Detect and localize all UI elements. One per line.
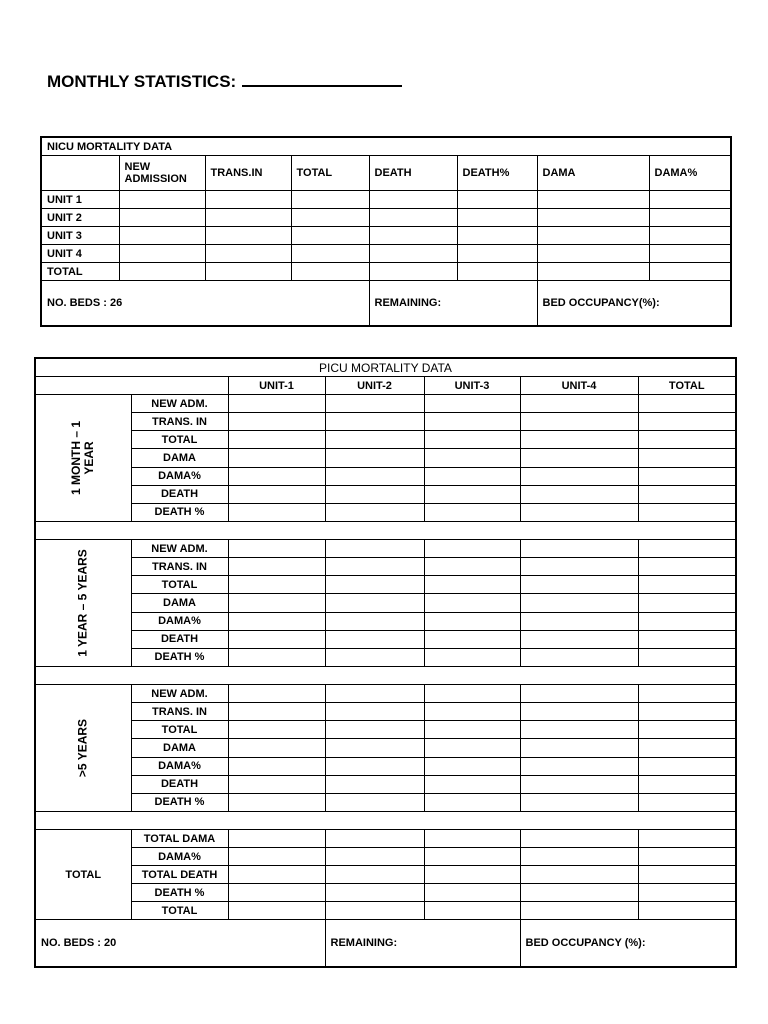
picu-data-cell[interactable] bbox=[424, 757, 520, 775]
picu-data-cell[interactable] bbox=[638, 648, 736, 666]
nicu-row bbox=[41, 227, 731, 245]
nicu-row bbox=[41, 245, 731, 263]
nicu-data-cell[interactable] bbox=[537, 263, 649, 281]
picu-row-label: TOTAL bbox=[131, 431, 228, 449]
nicu-data-cell[interactable] bbox=[205, 263, 291, 281]
picu-data-cell[interactable] bbox=[520, 395, 638, 413]
picu-data-cell[interactable] bbox=[638, 884, 736, 902]
picu-data-cell[interactable] bbox=[638, 703, 736, 721]
picu-data-cell[interactable] bbox=[520, 757, 638, 775]
picu-row-label: DEATH % bbox=[131, 793, 228, 811]
nicu-data-cell[interactable] bbox=[205, 245, 291, 263]
picu-heading: PICU MORTALITY DATA bbox=[35, 358, 736, 377]
picu-data-cell[interactable] bbox=[520, 848, 638, 866]
picu-data-cell[interactable] bbox=[638, 830, 736, 848]
nicu-data-cell[interactable] bbox=[119, 191, 205, 209]
picu-data-cell[interactable] bbox=[424, 793, 520, 811]
picu-row bbox=[35, 449, 736, 467]
picu-data-cell[interactable] bbox=[520, 485, 638, 503]
nicu-data-cell[interactable] bbox=[649, 245, 731, 263]
picu-row-label: DAMA bbox=[131, 449, 228, 467]
picu-total-row bbox=[35, 848, 736, 866]
nicu-row-label: TOTAL bbox=[41, 263, 119, 281]
picu-data-cell[interactable] bbox=[228, 558, 325, 576]
picu-data-cell[interactable] bbox=[638, 449, 736, 467]
picu-age-group-label bbox=[35, 540, 131, 667]
picu-total-row bbox=[35, 884, 736, 902]
picu-data-cell[interactable] bbox=[228, 866, 325, 884]
picu-data-cell[interactable] bbox=[325, 594, 424, 612]
nicu-data-cell[interactable] bbox=[205, 191, 291, 209]
nicu-data-cell[interactable] bbox=[649, 191, 731, 209]
nicu-data-cell[interactable] bbox=[369, 227, 457, 245]
picu-mortality-table bbox=[34, 357, 737, 968]
picu-beds: NO. BEDS : 20 bbox=[35, 920, 325, 968]
picu-data-cell[interactable] bbox=[228, 775, 325, 793]
picu-data-cell[interactable] bbox=[424, 485, 520, 503]
nicu-corner-cell bbox=[41, 156, 119, 191]
nicu-col-header: DAMA bbox=[537, 156, 649, 191]
picu-data-cell[interactable] bbox=[228, 449, 325, 467]
picu-data-cell[interactable] bbox=[228, 503, 325, 521]
picu-row-label: TOTAL DEATH bbox=[131, 866, 228, 884]
picu-data-cell[interactable] bbox=[424, 540, 520, 558]
picu-row-label: NEW ADM. bbox=[131, 685, 228, 703]
picu-row bbox=[35, 594, 736, 612]
picu-row-label: DEATH % bbox=[131, 884, 228, 902]
picu-row-label: NEW ADM. bbox=[131, 395, 228, 413]
picu-data-cell[interactable] bbox=[520, 594, 638, 612]
picu-data-cell[interactable] bbox=[424, 739, 520, 757]
nicu-data-cell[interactable] bbox=[291, 245, 369, 263]
picu-row-label: DAMA bbox=[131, 739, 228, 757]
picu-data-cell[interactable] bbox=[228, 576, 325, 594]
picu-data-cell[interactable] bbox=[228, 721, 325, 739]
picu-data-cell[interactable] bbox=[638, 630, 736, 648]
picu-data-cell[interactable] bbox=[520, 866, 638, 884]
picu-data-cell[interactable] bbox=[325, 721, 424, 739]
nicu-data-cell[interactable] bbox=[205, 209, 291, 227]
nicu-data-cell[interactable] bbox=[537, 227, 649, 245]
picu-data-cell[interactable] bbox=[424, 431, 520, 449]
picu-row bbox=[35, 703, 736, 721]
nicu-data-cell[interactable] bbox=[537, 245, 649, 263]
picu-data-cell[interactable] bbox=[638, 431, 736, 449]
nicu-col-header: TRANS.IN bbox=[205, 156, 291, 191]
picu-data-cell[interactable] bbox=[325, 612, 424, 630]
nicu-data-cell[interactable] bbox=[291, 209, 369, 227]
picu-data-cell[interactable] bbox=[228, 830, 325, 848]
nicu-col-header: DEATH bbox=[369, 156, 457, 191]
picu-data-cell[interactable] bbox=[520, 685, 638, 703]
picu-data-cell[interactable] bbox=[638, 612, 736, 630]
picu-row bbox=[35, 395, 736, 413]
nicu-heading: NICU MORTALITY DATA bbox=[41, 137, 731, 156]
picu-data-cell[interactable] bbox=[325, 902, 424, 920]
picu-data-cell[interactable] bbox=[638, 576, 736, 594]
picu-data-cell[interactable] bbox=[325, 449, 424, 467]
picu-row bbox=[35, 413, 736, 431]
picu-data-cell[interactable] bbox=[228, 540, 325, 558]
nicu-data-cell[interactable] bbox=[119, 263, 205, 281]
picu-row bbox=[35, 485, 736, 503]
picu-row-label: DAMA% bbox=[131, 467, 228, 485]
picu-data-cell[interactable] bbox=[325, 467, 424, 485]
picu-data-cell[interactable] bbox=[424, 902, 520, 920]
picu-data-cell[interactable] bbox=[638, 721, 736, 739]
picu-row-label: DEATH bbox=[131, 630, 228, 648]
nicu-data-cell[interactable] bbox=[369, 209, 457, 227]
picu-data-cell[interactable] bbox=[520, 576, 638, 594]
nicu-data-cell[interactable] bbox=[291, 191, 369, 209]
picu-row-label: NEW ADM. bbox=[131, 540, 228, 558]
picu-row-label: TOTAL bbox=[131, 576, 228, 594]
picu-data-cell[interactable] bbox=[638, 395, 736, 413]
picu-data-cell[interactable] bbox=[228, 648, 325, 666]
picu-data-cell[interactable] bbox=[228, 793, 325, 811]
nicu-data-cell[interactable] bbox=[649, 227, 731, 245]
picu-total-group-label: TOTAL bbox=[35, 830, 131, 920]
picu-data-cell[interactable] bbox=[520, 630, 638, 648]
picu-age-group-label bbox=[35, 685, 131, 812]
picu-corner-cell bbox=[35, 377, 228, 395]
picu-row bbox=[35, 612, 736, 630]
picu-data-cell[interactable] bbox=[520, 413, 638, 431]
nicu-remaining[interactable]: REMAINING: bbox=[369, 281, 537, 327]
picu-data-cell[interactable] bbox=[228, 467, 325, 485]
picu-row-label: DEATH % bbox=[131, 503, 228, 521]
picu-data-cell[interactable] bbox=[424, 703, 520, 721]
picu-data-cell[interactable] bbox=[520, 884, 638, 902]
picu-row bbox=[35, 685, 736, 703]
picu-data-cell[interactable] bbox=[424, 630, 520, 648]
nicu-data-cell[interactable] bbox=[457, 191, 537, 209]
picu-data-cell[interactable] bbox=[638, 594, 736, 612]
nicu-data-cell[interactable] bbox=[369, 245, 457, 263]
picu-data-cell[interactable] bbox=[424, 594, 520, 612]
picu-data-cell[interactable] bbox=[520, 648, 638, 666]
picu-data-cell[interactable] bbox=[638, 558, 736, 576]
picu-data-cell[interactable] bbox=[520, 431, 638, 449]
nicu-data-cell[interactable] bbox=[291, 263, 369, 281]
picu-row-label: DAMA bbox=[131, 594, 228, 612]
picu-data-cell[interactable] bbox=[228, 848, 325, 866]
picu-data-cell[interactable] bbox=[325, 576, 424, 594]
picu-age-group-line: YEAR bbox=[82, 441, 97, 475]
nicu-row bbox=[41, 263, 731, 281]
picu-data-cell[interactable] bbox=[638, 739, 736, 757]
picu-row bbox=[35, 467, 736, 485]
picu-data-cell[interactable] bbox=[424, 685, 520, 703]
picu-data-cell[interactable] bbox=[424, 612, 520, 630]
picu-row bbox=[35, 648, 736, 666]
picu-data-cell[interactable] bbox=[424, 558, 520, 576]
picu-row bbox=[35, 558, 736, 576]
picu-data-cell[interactable] bbox=[228, 395, 325, 413]
picu-data-cell[interactable] bbox=[325, 413, 424, 431]
nicu-beds: NO. BEDS : 26 bbox=[41, 281, 369, 327]
picu-row-label: DEATH bbox=[131, 775, 228, 793]
nicu-row bbox=[41, 209, 731, 227]
picu-data-cell[interactable] bbox=[228, 594, 325, 612]
picu-data-cell[interactable] bbox=[638, 902, 736, 920]
picu-data-cell[interactable] bbox=[638, 848, 736, 866]
picu-data-cell[interactable] bbox=[325, 739, 424, 757]
picu-data-cell[interactable] bbox=[520, 830, 638, 848]
picu-row-label: TOTAL DAMA bbox=[131, 830, 228, 848]
nicu-data-cell[interactable] bbox=[119, 245, 205, 263]
nicu-data-cell[interactable] bbox=[369, 263, 457, 281]
picu-data-cell[interactable] bbox=[520, 793, 638, 811]
picu-row-label: TOTAL bbox=[131, 902, 228, 920]
picu-data-cell[interactable] bbox=[325, 830, 424, 848]
picu-data-cell[interactable] bbox=[325, 558, 424, 576]
picu-data-cell[interactable] bbox=[325, 540, 424, 558]
nicu-col-header: NEW ADMISSION bbox=[119, 156, 205, 191]
picu-col-header: UNIT-3 bbox=[424, 377, 520, 395]
nicu-data-cell[interactable] bbox=[119, 209, 205, 227]
month-blank-line[interactable] bbox=[242, 71, 402, 87]
picu-data-cell[interactable] bbox=[325, 884, 424, 902]
picu-data-cell[interactable] bbox=[424, 576, 520, 594]
nicu-row-label: UNIT 2 bbox=[41, 209, 119, 227]
nicu-data-cell[interactable] bbox=[369, 191, 457, 209]
picu-age-group-text bbox=[70, 421, 96, 495]
picu-col-header: UNIT-1 bbox=[228, 377, 325, 395]
picu-data-cell[interactable] bbox=[325, 848, 424, 866]
picu-data-cell[interactable] bbox=[638, 503, 736, 521]
picu-data-cell[interactable] bbox=[228, 884, 325, 902]
picu-data-cell[interactable] bbox=[638, 866, 736, 884]
picu-age-group-line: >5 YEARS bbox=[75, 718, 90, 778]
picu-data-cell[interactable] bbox=[424, 884, 520, 902]
picu-data-cell[interactable] bbox=[228, 431, 325, 449]
picu-age-group-label bbox=[35, 395, 131, 522]
picu-data-cell[interactable] bbox=[424, 413, 520, 431]
picu-data-cell[interactable] bbox=[424, 721, 520, 739]
nicu-data-cell[interactable] bbox=[205, 227, 291, 245]
picu-row bbox=[35, 431, 736, 449]
picu-data-cell[interactable] bbox=[424, 395, 520, 413]
picu-data-cell[interactable] bbox=[520, 503, 638, 521]
nicu-data-cell[interactable] bbox=[457, 263, 537, 281]
nicu-col-header: DEATH% bbox=[457, 156, 537, 191]
picu-data-cell[interactable] bbox=[520, 558, 638, 576]
nicu-row-label: UNIT 3 bbox=[41, 227, 119, 245]
nicu-data-cell[interactable] bbox=[119, 227, 205, 245]
picu-row bbox=[35, 721, 736, 739]
page-title bbox=[47, 71, 402, 92]
picu-data-cell[interactable] bbox=[638, 685, 736, 703]
picu-row bbox=[35, 793, 736, 811]
picu-data-cell[interactable] bbox=[228, 413, 325, 431]
picu-data-cell[interactable] bbox=[520, 775, 638, 793]
nicu-mortality-table bbox=[40, 136, 732, 327]
picu-row-label: DAMA% bbox=[131, 757, 228, 775]
picu-row bbox=[35, 576, 736, 594]
picu-spacer-row bbox=[35, 522, 736, 540]
nicu-bed-occupancy[interactable]: BED OCCUPANCY(%): bbox=[537, 281, 731, 327]
picu-data-cell[interactable] bbox=[638, 793, 736, 811]
picu-data-cell[interactable] bbox=[638, 757, 736, 775]
picu-data-cell[interactable] bbox=[638, 413, 736, 431]
picu-data-cell[interactable] bbox=[520, 612, 638, 630]
picu-row bbox=[35, 757, 736, 775]
picu-data-cell[interactable] bbox=[325, 685, 424, 703]
picu-data-cell[interactable] bbox=[325, 703, 424, 721]
picu-col-header: UNIT-4 bbox=[520, 377, 638, 395]
picu-data-cell[interactable] bbox=[325, 630, 424, 648]
picu-row-label: DEATH % bbox=[131, 648, 228, 666]
picu-spacer-row bbox=[35, 667, 736, 685]
picu-data-cell[interactable] bbox=[325, 485, 424, 503]
picu-data-cell[interactable] bbox=[520, 721, 638, 739]
picu-data-cell[interactable] bbox=[424, 775, 520, 793]
picu-data-cell[interactable] bbox=[520, 467, 638, 485]
picu-data-cell[interactable] bbox=[638, 467, 736, 485]
picu-spacer-row bbox=[35, 812, 736, 830]
picu-remaining[interactable]: REMAINING: bbox=[325, 920, 520, 968]
picu-age-group-text bbox=[77, 719, 90, 777]
nicu-row-label: UNIT 1 bbox=[41, 191, 119, 209]
picu-data-cell[interactable] bbox=[638, 485, 736, 503]
picu-data-cell[interactable] bbox=[228, 612, 325, 630]
nicu-data-cell[interactable] bbox=[457, 209, 537, 227]
picu-row bbox=[35, 630, 736, 648]
picu-age-group-text bbox=[77, 549, 90, 657]
picu-data-cell[interactable] bbox=[520, 902, 638, 920]
picu-total-row bbox=[35, 866, 736, 884]
nicu-data-cell[interactable] bbox=[457, 227, 537, 245]
picu-col-header: TOTAL bbox=[638, 377, 736, 395]
picu-age-group-line: 1 MONTH – 1 bbox=[69, 420, 84, 496]
picu-total-row bbox=[35, 830, 736, 848]
nicu-col-header: DAMA% bbox=[649, 156, 731, 191]
nicu-data-cell[interactable] bbox=[457, 245, 537, 263]
picu-row bbox=[35, 503, 736, 521]
picu-data-cell[interactable] bbox=[228, 630, 325, 648]
picu-col-header: UNIT-2 bbox=[325, 377, 424, 395]
picu-data-cell[interactable] bbox=[325, 648, 424, 666]
picu-bed-occupancy[interactable]: BED OCCUPANCY (%): bbox=[520, 920, 736, 968]
picu-data-cell[interactable] bbox=[325, 431, 424, 449]
picu-total-row bbox=[35, 902, 736, 920]
picu-data-cell[interactable] bbox=[424, 866, 520, 884]
picu-row-label: TOTAL bbox=[131, 721, 228, 739]
nicu-data-cell[interactable] bbox=[649, 209, 731, 227]
picu-row-label: DAMA% bbox=[131, 612, 228, 630]
nicu-data-cell[interactable] bbox=[537, 191, 649, 209]
nicu-row-label: UNIT 4 bbox=[41, 245, 119, 263]
picu-row-label: DEATH bbox=[131, 485, 228, 503]
nicu-row bbox=[41, 191, 731, 209]
picu-data-cell[interactable] bbox=[228, 739, 325, 757]
picu-data-cell[interactable] bbox=[424, 830, 520, 848]
picu-data-cell[interactable] bbox=[228, 485, 325, 503]
picu-data-cell[interactable] bbox=[228, 685, 325, 703]
picu-data-cell[interactable] bbox=[424, 648, 520, 666]
picu-row bbox=[35, 540, 736, 558]
picu-data-cell[interactable] bbox=[325, 793, 424, 811]
picu-data-cell[interactable] bbox=[424, 449, 520, 467]
picu-data-cell[interactable] bbox=[325, 503, 424, 521]
picu-data-cell[interactable] bbox=[325, 395, 424, 413]
picu-row bbox=[35, 739, 736, 757]
picu-row-label: TRANS. IN bbox=[131, 703, 228, 721]
picu-data-cell[interactable] bbox=[520, 739, 638, 757]
page-title-text: MONTHLY STATISTICS: bbox=[47, 72, 237, 91]
picu-data-cell[interactable] bbox=[520, 540, 638, 558]
picu-data-cell[interactable] bbox=[424, 848, 520, 866]
picu-row-label: TRANS. IN bbox=[131, 413, 228, 431]
picu-data-cell[interactable] bbox=[638, 775, 736, 793]
picu-row bbox=[35, 775, 736, 793]
picu-data-cell[interactable] bbox=[228, 902, 325, 920]
nicu-data-cell[interactable] bbox=[537, 209, 649, 227]
picu-data-cell[interactable] bbox=[520, 703, 638, 721]
nicu-col-header: TOTAL bbox=[291, 156, 369, 191]
picu-data-cell[interactable] bbox=[638, 540, 736, 558]
picu-data-cell[interactable] bbox=[228, 757, 325, 775]
picu-row-label: TRANS. IN bbox=[131, 558, 228, 576]
picu-data-cell[interactable] bbox=[325, 757, 424, 775]
picu-row-label: DAMA% bbox=[131, 848, 228, 866]
picu-data-cell[interactable] bbox=[520, 449, 638, 467]
nicu-data-cell[interactable] bbox=[291, 227, 369, 245]
picu-data-cell[interactable] bbox=[325, 866, 424, 884]
picu-data-cell[interactable] bbox=[325, 775, 424, 793]
picu-data-cell[interactable] bbox=[424, 467, 520, 485]
picu-data-cell[interactable] bbox=[228, 703, 325, 721]
picu-age-group-line: 1 YEAR – 5 YEARS bbox=[75, 549, 90, 657]
picu-data-cell[interactable] bbox=[424, 503, 520, 521]
nicu-data-cell[interactable] bbox=[649, 263, 731, 281]
